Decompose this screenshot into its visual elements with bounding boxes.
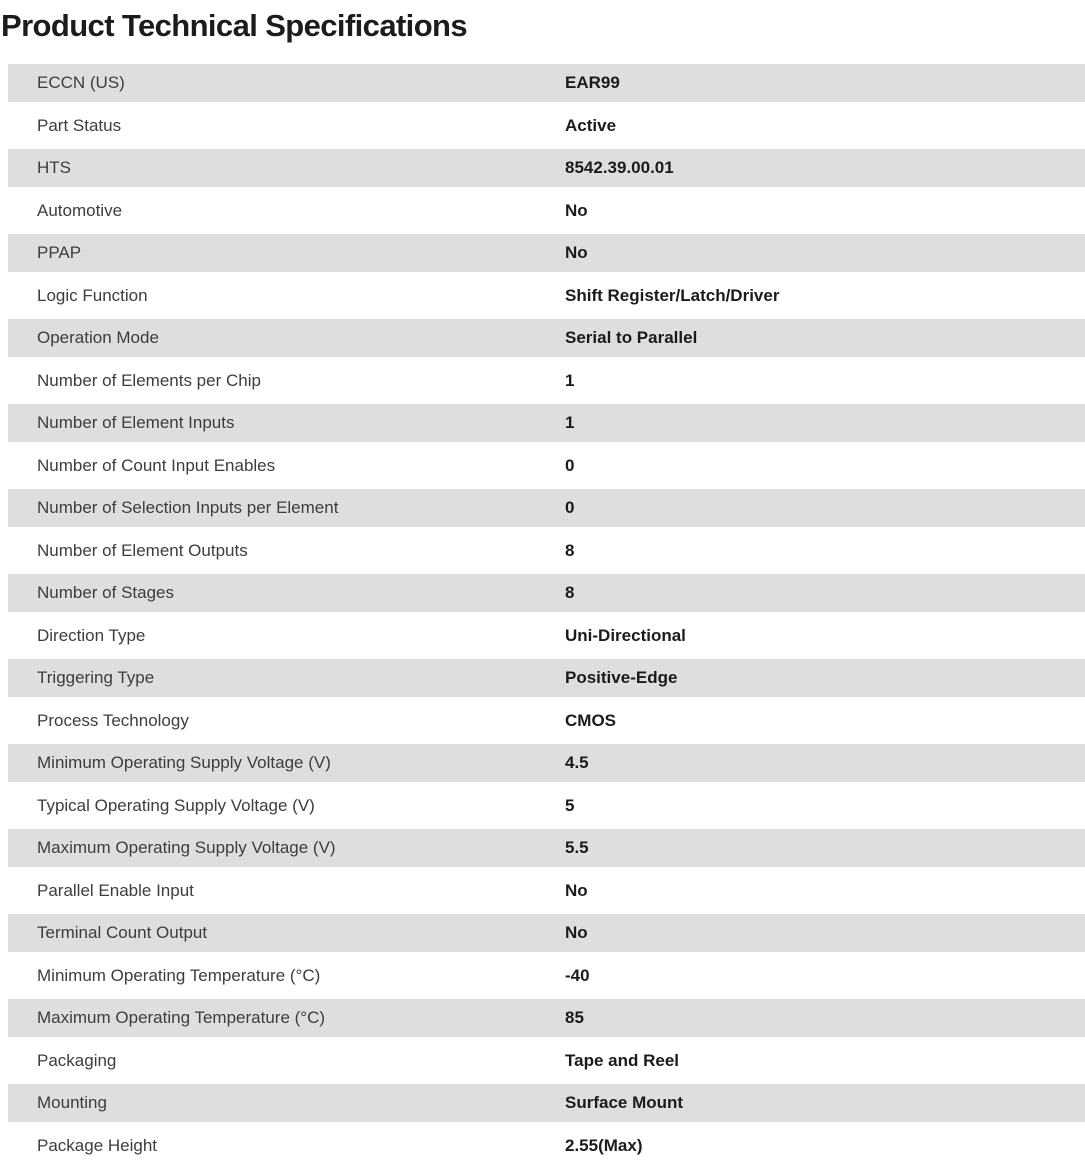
spec-value: Serial to Parallel [565,328,698,348]
spec-row [8,275,1085,318]
spec-label: Number of Element Inputs [37,413,235,433]
spec-label: Maximum Operating Supply Voltage (V) [37,838,336,858]
spec-value: 8 [565,541,575,561]
spec-label: PPAP [37,243,82,263]
spec-label: Number of Count Input Enables [37,456,276,476]
spec-value: No [565,243,588,263]
spec-value: 2.55(Max) [565,1136,643,1156]
spec-label: Minimum Operating Temperature (°C) [37,966,321,986]
spec-table [8,62,1085,1165]
spec-row [8,870,1085,913]
spec-row [8,827,1085,870]
spec-row [8,487,1085,530]
spec-label: Part Status [37,116,122,136]
spec-value: 8542.39.00.01 [565,158,674,178]
spec-label: Triggering Type [37,668,155,688]
spec-row [8,317,1085,360]
spec-label: Process Technology [37,711,189,731]
spec-value: 5.5 [565,838,589,858]
spec-value: 8 [565,583,575,603]
spec-label: Number of Element Outputs [37,541,248,561]
spec-row [8,105,1085,148]
spec-label: Number of Selection Inputs per Element [37,498,339,518]
spec-row [8,997,1085,1040]
spec-value: Active [565,116,617,136]
spec-value: 0 [565,456,575,476]
spec-value: Shift Register/Latch/Driver [565,286,780,306]
spec-label: HTS [37,158,71,178]
spec-value: Surface Mount [565,1093,684,1113]
page-title: Product Technical Specifications [1,8,468,43]
spec-row [8,360,1085,403]
spec-row [8,530,1085,573]
spec-row [8,785,1085,828]
spec-label: Parallel Enable Input [37,881,194,901]
spec-label: ECCN (US) [37,73,125,93]
spec-value: No [565,881,588,901]
spec-value: 0 [565,498,575,518]
spec-value: 5 [565,796,575,816]
spec-label: Packaging [37,1051,117,1071]
spec-row [8,445,1085,488]
spec-value: 85 [565,1008,584,1028]
spec-row [8,1082,1085,1125]
spec-label: Operation Mode [37,328,159,348]
spec-label: Terminal Count Output [37,923,208,943]
spec-row [8,657,1085,700]
spec-value: Uni-Directional [565,626,686,646]
spec-value: CMOS [565,711,616,731]
spec-row [8,572,1085,615]
spec-row [8,402,1085,445]
spec-label: Automotive [37,201,123,221]
spec-value: 1 [565,413,575,433]
spec-value: No [565,923,588,943]
spec-label: Maximum Operating Temperature (°C) [37,1008,326,1028]
spec-row [8,615,1085,658]
spec-row [8,742,1085,785]
spec-label: Package Height [37,1136,158,1156]
spec-value: -40 [565,966,590,986]
spec-row [8,1125,1085,1166]
spec-label: Mounting [37,1093,107,1113]
spec-row [8,1040,1085,1083]
spec-label: Typical Operating Supply Voltage (V) [37,796,315,816]
spec-row [8,955,1085,998]
spec-value: Positive-Edge [565,668,678,688]
spec-label: Logic Function [37,286,148,306]
spec-value: EAR99 [565,73,620,93]
spec-row [8,912,1085,955]
spec-value: No [565,201,588,221]
spec-value: 1 [565,371,575,391]
spec-row [8,62,1085,105]
spec-label: Minimum Operating Supply Voltage (V) [37,753,331,773]
spec-row [8,147,1085,190]
spec-value: 4.5 [565,753,589,773]
spec-row [8,190,1085,233]
spec-row [8,700,1085,743]
spec-row [8,232,1085,275]
spec-value: Tape and Reel [565,1051,679,1071]
spec-label: Direction Type [37,626,146,646]
spec-label: Number of Stages [37,583,175,603]
spec-label: Number of Elements per Chip [37,371,261,391]
